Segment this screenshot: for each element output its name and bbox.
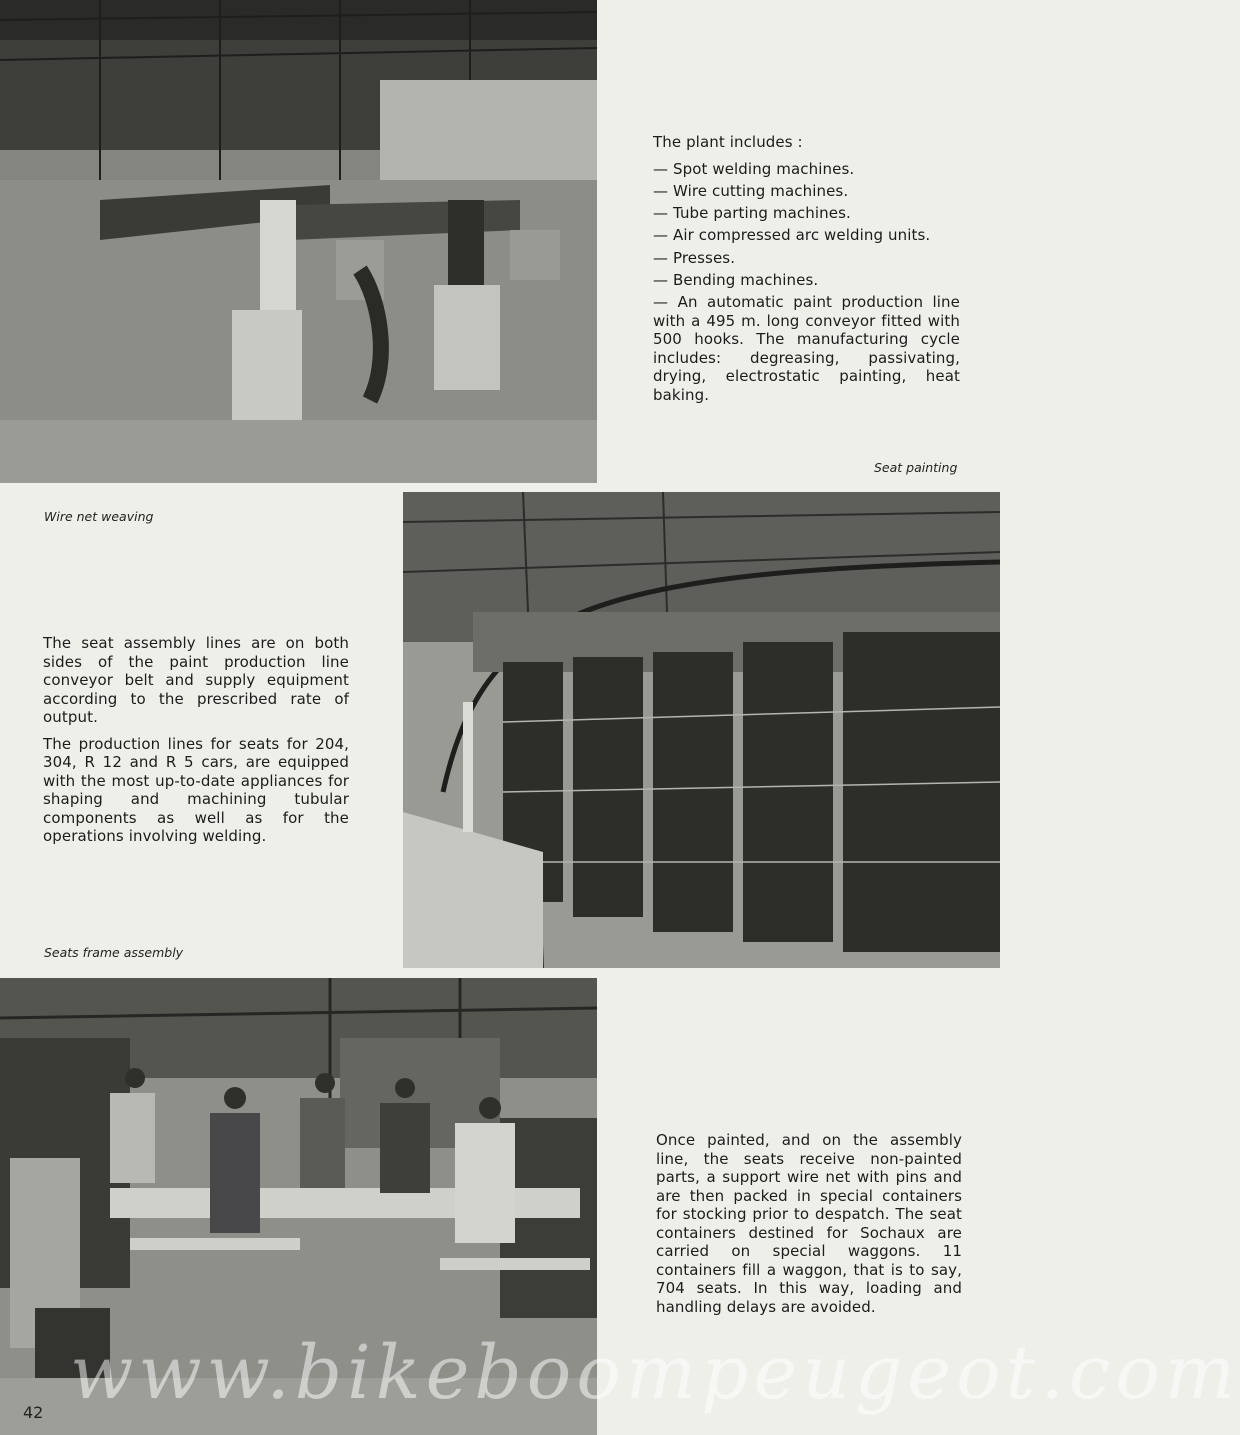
intro-heading: The plant includes : xyxy=(653,133,803,151)
list-item: — Tube parting machines. xyxy=(653,204,851,223)
list-item: — Spot welding machines. xyxy=(653,159,855,178)
photo-seat-painting xyxy=(403,492,1000,968)
photo-wire-net-weaving xyxy=(0,0,597,483)
caption-seat-painting: Seat painting xyxy=(874,460,958,475)
page-number: 42 xyxy=(23,1403,44,1422)
list-item: — An automatic paint production line with a 495 m. long conveyor fitted with 500 hooks. The manufacturing cycle includes: degreasing, passivating, drying, electrostatic painting, heat baking. xyxy=(653,293,960,404)
caption-seats-frame-assembly: Seats frame assembly xyxy=(44,945,184,960)
paragraph: The production lines for seats for 204, 304, R 12 and R 5 cars, are equipped with the most up-to-date appliances for shaping and machining tubular components as well as for the operations involving welding. xyxy=(43,734,349,845)
site-watermark: www.bikeboompeugeot.com xyxy=(70,1330,1240,1416)
middle-text-block xyxy=(43,634,349,854)
list-item: — Air compressed arc welding units. xyxy=(653,226,931,245)
equipment-list xyxy=(653,160,960,405)
intro-text-block xyxy=(653,133,960,408)
bottom-text-block xyxy=(656,1131,962,1324)
paragraph: Once painted, and on the assembly line, the seats receive non-painted parts, a support wire net with pins and are then packed in special containers for stocking prior to despatch. The seat containers destined for Sochaux are carried on special waggons. 11 containers fill a waggon, that is to say, 704 seats. In this way, loading and handling delays are avoided. xyxy=(656,1131,962,1316)
paragraph: The seat assembly lines are on both sides of the paint production line conveyor belt and supply equipment according to the prescribed rate of output. xyxy=(43,634,349,726)
list-item: — Bending machines. xyxy=(653,270,819,289)
list-item: — Wire cutting machines. xyxy=(653,181,849,200)
caption-wire-net-weaving: Wire net weaving xyxy=(44,509,154,524)
photo-seats-frame-assembly xyxy=(0,978,597,1435)
list-item: — Presses. xyxy=(653,248,736,267)
